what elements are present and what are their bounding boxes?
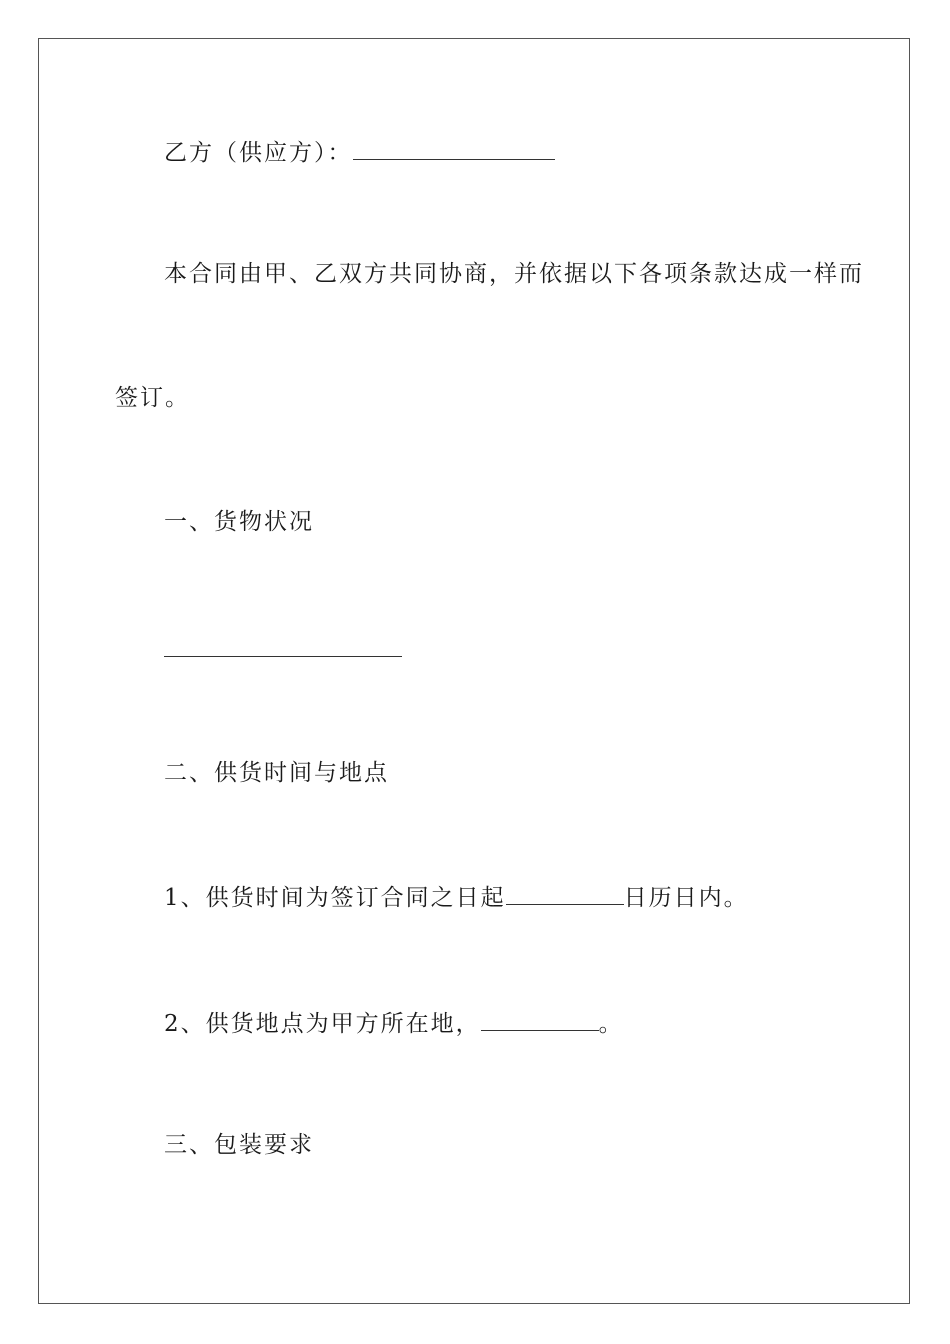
goods-blank-line (164, 656, 402, 657)
item-2-location-blank (481, 1008, 599, 1031)
item-2-text-before: 2、供货地点为甲方所在地， (164, 1011, 481, 1037)
item-1-days-blank (506, 882, 624, 905)
section-2-item-2 (164, 1008, 624, 1039)
item-1-text-after: 日历日内。 (623, 885, 749, 911)
section-2-item-1 (164, 882, 749, 913)
party-b-line (164, 137, 555, 168)
party-b-blank (353, 137, 555, 160)
section-2-heading: 二、供货时间与地点 (164, 760, 389, 786)
item-1-text-before: 1、供货时间为签订合同之日起 (164, 885, 506, 911)
item-2-text-after: 。 (598, 1011, 624, 1037)
intro-line-1: 本合同由甲、乙双方共同协商，并依据以下各项条款达成一样而 (164, 261, 864, 287)
section-3-heading: 三、包装要求 (164, 1132, 314, 1158)
section-1-heading: 一、货物状况 (164, 509, 314, 535)
page-border (38, 38, 910, 1304)
party-b-label: 乙方（供应方）： (164, 140, 353, 166)
intro-line-2: 签订。 (115, 385, 190, 411)
